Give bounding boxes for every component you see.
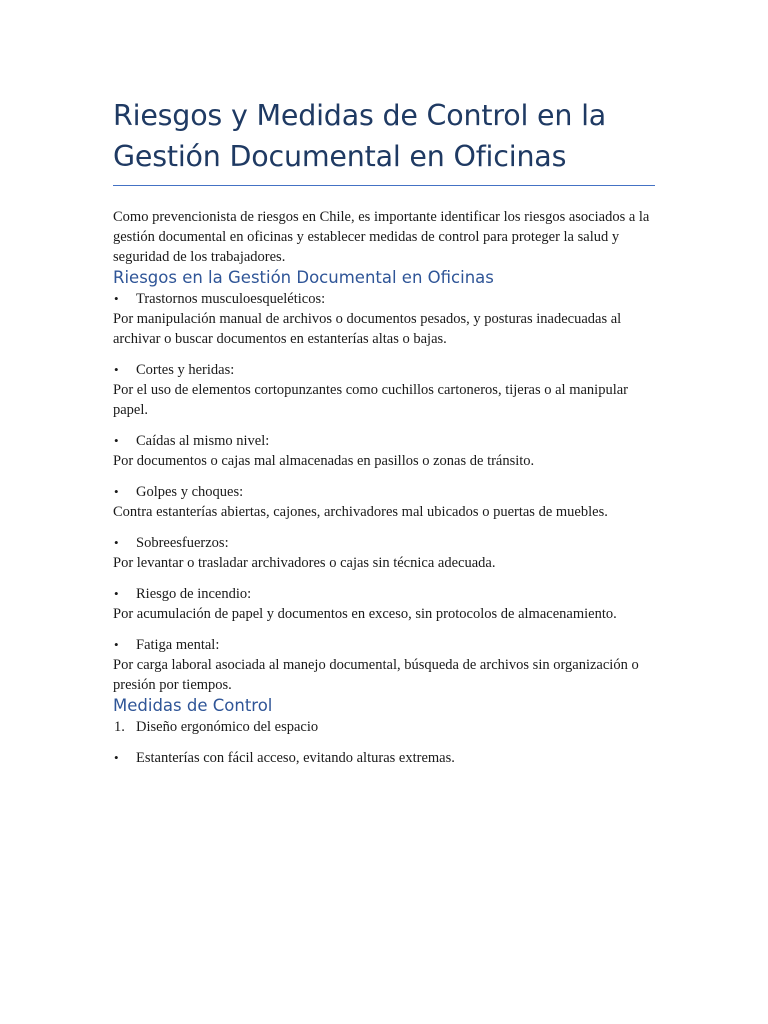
- control-item: [113, 748, 655, 768]
- risk-item: [113, 431, 655, 451]
- section-heading-riesgos: Riesgos en la Gestión Documental en Oficinas: [113, 268, 494, 287]
- risk-item: [113, 584, 655, 604]
- bullet-icon: •: [114, 433, 119, 448]
- bullet-icon: •: [114, 586, 119, 601]
- risk-item: [113, 635, 655, 655]
- risk-description: Por acumulación de papel y documentos en exceso, sin protocolos de almacenamiento.: [113, 606, 617, 622]
- risk-description: Por documentos o cajas mal almacenadas en pasillos o zonas de tránsito.: [113, 453, 535, 469]
- risk-description: Por carga laboral asociada al manejo documental, búsqueda de archivos sin organización o presión por tiempos.: [113, 657, 639, 693]
- risk-description: Por levantar o trasladar archivadores o cajas sin técnica adecuada.: [113, 555, 496, 571]
- risk-item: [113, 533, 655, 553]
- risk-label: Trastornos musculoesqueléticos:: [136, 291, 326, 307]
- risk-label: Riesgo de incendio:: [136, 586, 252, 602]
- title-line-2: Gestión Documental en Oficinas: [113, 140, 567, 173]
- section-heading-medidas: Medidas de Control: [113, 696, 273, 715]
- bullet-icon: •: [114, 291, 119, 306]
- document-title: [113, 0, 655, 177]
- title-line-1: Riesgos y Medidas de Control en la: [113, 99, 607, 132]
- risk-label: Cortes y heridas:: [136, 362, 235, 378]
- risk-description: Por manipulación manual de archivos o documentos pesados, y posturas inadecuadas al archivar o buscar documentos en estanterías altas o bajas.: [113, 311, 622, 347]
- risk-label: Golpes y choques:: [136, 484, 244, 500]
- list-number: 1.: [114, 719, 125, 735]
- risk-label: Sobreesfuerzos:: [136, 535, 229, 551]
- intro-paragraph: Como prevencionista de riesgos en Chile, es importante identificar los riesgos asociados a la gestión documental en oficinas y establecer medidas de control para proteger la salud y seguridad de los trabajadores.: [113, 209, 650, 265]
- bullet-icon: •: [114, 535, 119, 550]
- bullet-icon: •: [114, 362, 119, 377]
- numbered-item: [113, 717, 655, 737]
- risk-description: Contra estanterías abiertas, cajones, archivadores mal ubicados o puertas de muebles.: [113, 504, 608, 520]
- risk-item: [113, 482, 655, 502]
- title-underline: [113, 185, 655, 186]
- risk-item: [113, 289, 655, 309]
- bullet-icon: •: [114, 750, 119, 765]
- bullet-icon: •: [114, 637, 119, 652]
- risk-item: [113, 360, 655, 380]
- risk-description: Por el uso de elementos cortopunzantes como cuchillos cartoneros, tijeras o al manipular papel.: [113, 382, 628, 418]
- numbered-label: Diseño ergonómico del espacio: [136, 719, 319, 735]
- control-label: Estanterías con fácil acceso, evitando alturas extremas.: [136, 750, 455, 766]
- risk-label: Caídas al mismo nivel:: [136, 433, 270, 449]
- bullet-icon: •: [114, 484, 119, 499]
- risk-label: Fatiga mental:: [136, 637, 220, 653]
